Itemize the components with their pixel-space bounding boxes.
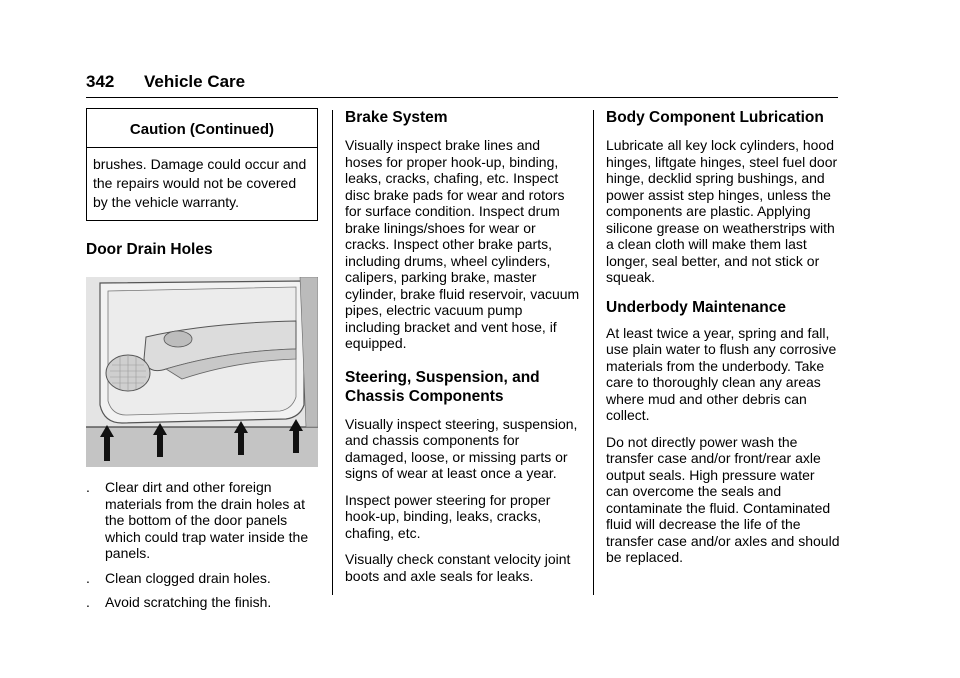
lubrication-heading: Body Component Lubrication <box>606 109 824 126</box>
column-right <box>606 108 840 566</box>
caution-box <box>86 108 318 221</box>
section-title: Vehicle Care <box>144 72 246 91</box>
bullet-mark: . <box>86 569 90 586</box>
door-drain-heading: Door Drain Holes <box>86 241 213 258</box>
steering-text-3: Visually check constant velocity joint boots and axle seals for leaks. <box>345 551 571 584</box>
brake-heading: Brake System <box>345 109 448 126</box>
door-drain-illustration <box>86 277 318 467</box>
steering-text-2: Inspect power steering for proper hook-up, binding, leaks, cracks, chafing, etc. <box>345 491 551 541</box>
caution-text: brushes. Damage could occur and the repairs would not be covered by the vehicle warranty. <box>93 156 307 210</box>
underbody-text-2: Do not directly power wash the transfer case and/or front/rear axle output seals. High pressure water can overcome the seals and contaminate the fluid. Contaminated fluid will decrease the life of the transfer case and/or axles and should be replaced. <box>606 433 840 565</box>
bullet-mark: . <box>86 594 90 610</box>
door-drain-bullets <box>86 479 318 611</box>
list-item <box>86 594 318 611</box>
underbody-heading: Underbody Maintenance <box>606 298 786 316</box>
bullet-text: Clear dirt and other foreign materials from the drain holes at the bottom of the door panels which could trap water inside the panels. <box>105 479 309 561</box>
steering-heading: Steering, Suspension, and Chassis Components <box>345 368 540 405</box>
list-item <box>86 479 318 562</box>
page-header <box>86 70 838 98</box>
bullet-mark: . <box>86 479 90 495</box>
column-middle <box>345 108 581 584</box>
underbody-text-1: At least twice a year, spring and fall, use plain water to flush any corrosive materials from the underbody. Take care to thoroughly clean any areas where mud and other debris can collect. <box>606 324 837 423</box>
bullet-text: Clean clogged drain holes. <box>105 569 271 586</box>
column-divider <box>593 110 594 595</box>
brake-text: Visually inspect brake lines and hoses for proper hook-up, binding, leaks, cracks, chafing, etc. Inspect disc brake pads for wear and rotors for surface condition. Inspect drum brake linings/shoes for wear or cracks. Inspect other brake parts, including drums, wheel cylinders, calipers, parking brake, master cylinder, brake fluid reservoir, vacuum pipes, electric vacuum pump including bracket and vent hose, if equipped. <box>345 137 580 351</box>
lubrication-text: Lubricate all key lock cylinders, hood hinges, liftgate hinges, steel fuel door hinge, decklid spring bushings, and power assist step hinges, unless the components are plastic. Applying silicone grease on weatherstrips with a clean cloth will make them last longer, seal better, and not stick or squeak. <box>606 137 838 285</box>
steering-text-1: Visually inspect steering, suspension, and chassis components for damaged, loose, or missing parts or signs of wear at least once a year. <box>345 415 578 481</box>
column-divider <box>332 110 333 595</box>
caution-title: Caution (Continued) <box>87 109 317 148</box>
page-number: 342 <box>86 72 115 91</box>
bullet-text: Avoid scratching the finish. <box>105 594 272 610</box>
column-left <box>86 108 318 619</box>
list-item <box>86 570 318 587</box>
